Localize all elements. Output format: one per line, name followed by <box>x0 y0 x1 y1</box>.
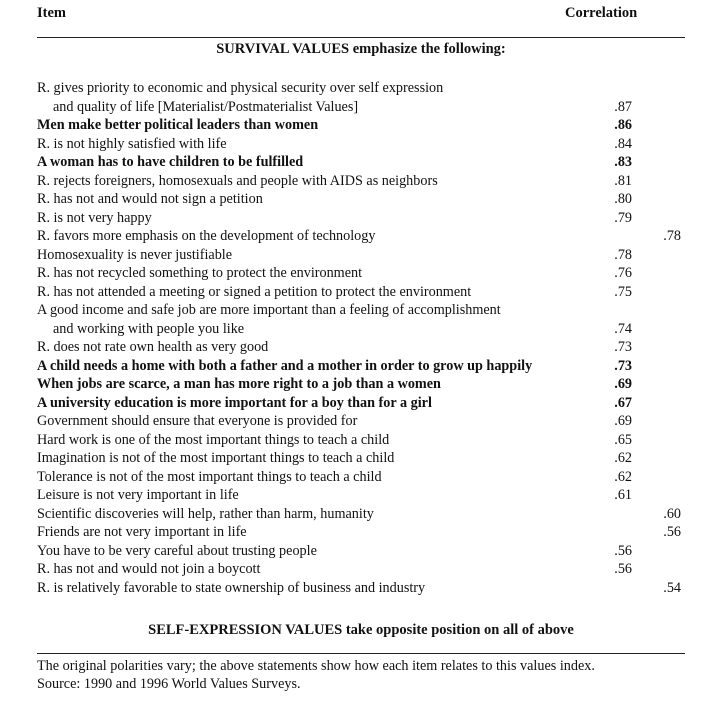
self-expression-values-title: SELF-EXPRESSION VALUES take opposite position on all of above <box>148 622 574 638</box>
top-rule <box>37 37 685 38</box>
table-row <box>37 542 687 561</box>
item-text: Hard work is one of the most important things to teach a child <box>37 431 390 448</box>
footnote <box>37 657 595 693</box>
correlation-value: .78 <box>614 246 632 263</box>
item-text: R. gives priority to economic and physical security over self expression <box>37 80 444 96</box>
item-text: Imagination is not of the most important things to teach a child <box>37 450 395 466</box>
table-row <box>37 227 687 246</box>
table-row <box>37 209 687 228</box>
table-row <box>37 394 687 413</box>
correlation-value: .86 <box>614 117 632 133</box>
item-text: R. is not very happy <box>37 209 152 226</box>
correlation-value-secondary: .56 <box>663 524 681 540</box>
item-text: and working with people you like <box>53 320 245 337</box>
item-text: R. has not and would not sign a petition <box>37 191 263 207</box>
table-row <box>37 523 687 542</box>
table-row <box>37 79 687 98</box>
correlation-value: .56 <box>614 542 632 559</box>
item-text: Men make better political leaders than women <box>37 117 319 133</box>
table-row <box>37 449 687 468</box>
correlation-value: .87 <box>614 98 632 115</box>
table-row <box>37 190 687 209</box>
item-text: R. is not highly satisfied with life <box>37 135 227 152</box>
table-row <box>37 560 687 579</box>
table-row <box>37 468 687 487</box>
correlation-value: .83 <box>614 154 632 170</box>
table-row <box>37 320 687 339</box>
item-text: Scientific discoveries will help, rather than harm, humanity <box>37 505 374 522</box>
item-text: Tolerance is not of the most important things to teach a child <box>37 468 382 485</box>
survival-values-title: SURVIVAL VALUES emphasize the following: <box>216 41 506 57</box>
table-row <box>37 338 687 357</box>
bottom-rule <box>37 653 685 654</box>
item-text: A university education is more important for a boy than for a girl <box>37 394 432 411</box>
correlation-value: .67 <box>614 394 632 411</box>
correlation-value: .69 <box>614 376 632 392</box>
footnote-line-1: The original polarities vary; the above statements show how each item relates to this values index. <box>37 658 595 674</box>
table-row <box>37 153 687 172</box>
correlation-value: .76 <box>614 265 632 281</box>
item-text: and quality of life [Materialist/Postmaterialist Values] <box>53 98 359 115</box>
item-text: R. does not rate own health as very good <box>37 339 269 355</box>
column-header-item: Item <box>37 5 66 21</box>
item-text: A child needs a home with both a father and a mother in order to grow up happily <box>37 357 533 374</box>
table-row <box>37 116 687 135</box>
item-text: When jobs are scarce, a man has more right to a job than a women <box>37 376 441 392</box>
correlation-value: .56 <box>614 561 632 577</box>
item-text: R. has not recycled something to protect the environment <box>37 265 363 281</box>
item-text: A good income and safe job are more important than a feeling of accomplishment <box>37 302 501 318</box>
items-table <box>37 79 687 597</box>
table-row <box>37 431 687 450</box>
table-row <box>37 375 687 394</box>
correlation-value: .73 <box>614 357 632 374</box>
item-text: R. favors more emphasis on the development of technology <box>37 228 376 244</box>
correlation-value: .69 <box>614 413 632 429</box>
table-row <box>37 246 687 265</box>
item-text: Government should ensure that everyone is provided for <box>37 413 358 429</box>
correlation-value-secondary: .60 <box>663 505 681 522</box>
footnote-source: Source: 1990 and 1996 World Values Surveys. <box>37 676 301 692</box>
item-text: Friends are not very important in life <box>37 524 247 540</box>
column-header-correlation: Correlation <box>565 5 638 21</box>
table-row <box>37 264 687 283</box>
table-row <box>37 505 687 524</box>
correlation-value: .75 <box>614 283 632 300</box>
item-text: R. is relatively favorable to state ownership of business and industry <box>37 579 426 596</box>
item-text: R. rejects foreigners, homosexuals and people with AIDS as neighbors <box>37 172 438 189</box>
table-row <box>37 135 687 154</box>
correlation-value: .80 <box>614 191 632 207</box>
item-text: You have to be very careful about trusting people <box>37 542 317 559</box>
item-text: R. has not and would not join a boycott <box>37 561 261 577</box>
table-row <box>37 172 687 191</box>
table-row <box>37 357 687 376</box>
correlation-value: .65 <box>614 431 632 448</box>
correlation-value-secondary: .78 <box>663 228 681 244</box>
correlation-value: .81 <box>614 172 632 189</box>
correlation-value: .74 <box>614 320 632 337</box>
item-text: Leisure is not very important in life <box>37 487 239 503</box>
table-row <box>37 98 687 117</box>
correlation-value: .73 <box>614 339 632 355</box>
table-row <box>37 283 687 302</box>
item-text: A woman has to have children to be fulfilled <box>37 154 304 170</box>
correlation-value: .79 <box>614 209 632 226</box>
correlation-value: .62 <box>614 468 632 485</box>
table-row <box>37 486 687 505</box>
correlation-value: .84 <box>614 135 632 152</box>
correlation-value: .61 <box>614 487 632 503</box>
correlation-value: .62 <box>614 450 632 466</box>
table-row <box>37 412 687 431</box>
table-row <box>37 579 687 598</box>
table-row <box>37 301 687 320</box>
item-text: R. has not attended a meeting or signed a petition to protect the environment <box>37 283 472 300</box>
item-text: Homosexuality is never justifiable <box>37 246 233 263</box>
correlation-value-secondary: .54 <box>663 579 681 596</box>
